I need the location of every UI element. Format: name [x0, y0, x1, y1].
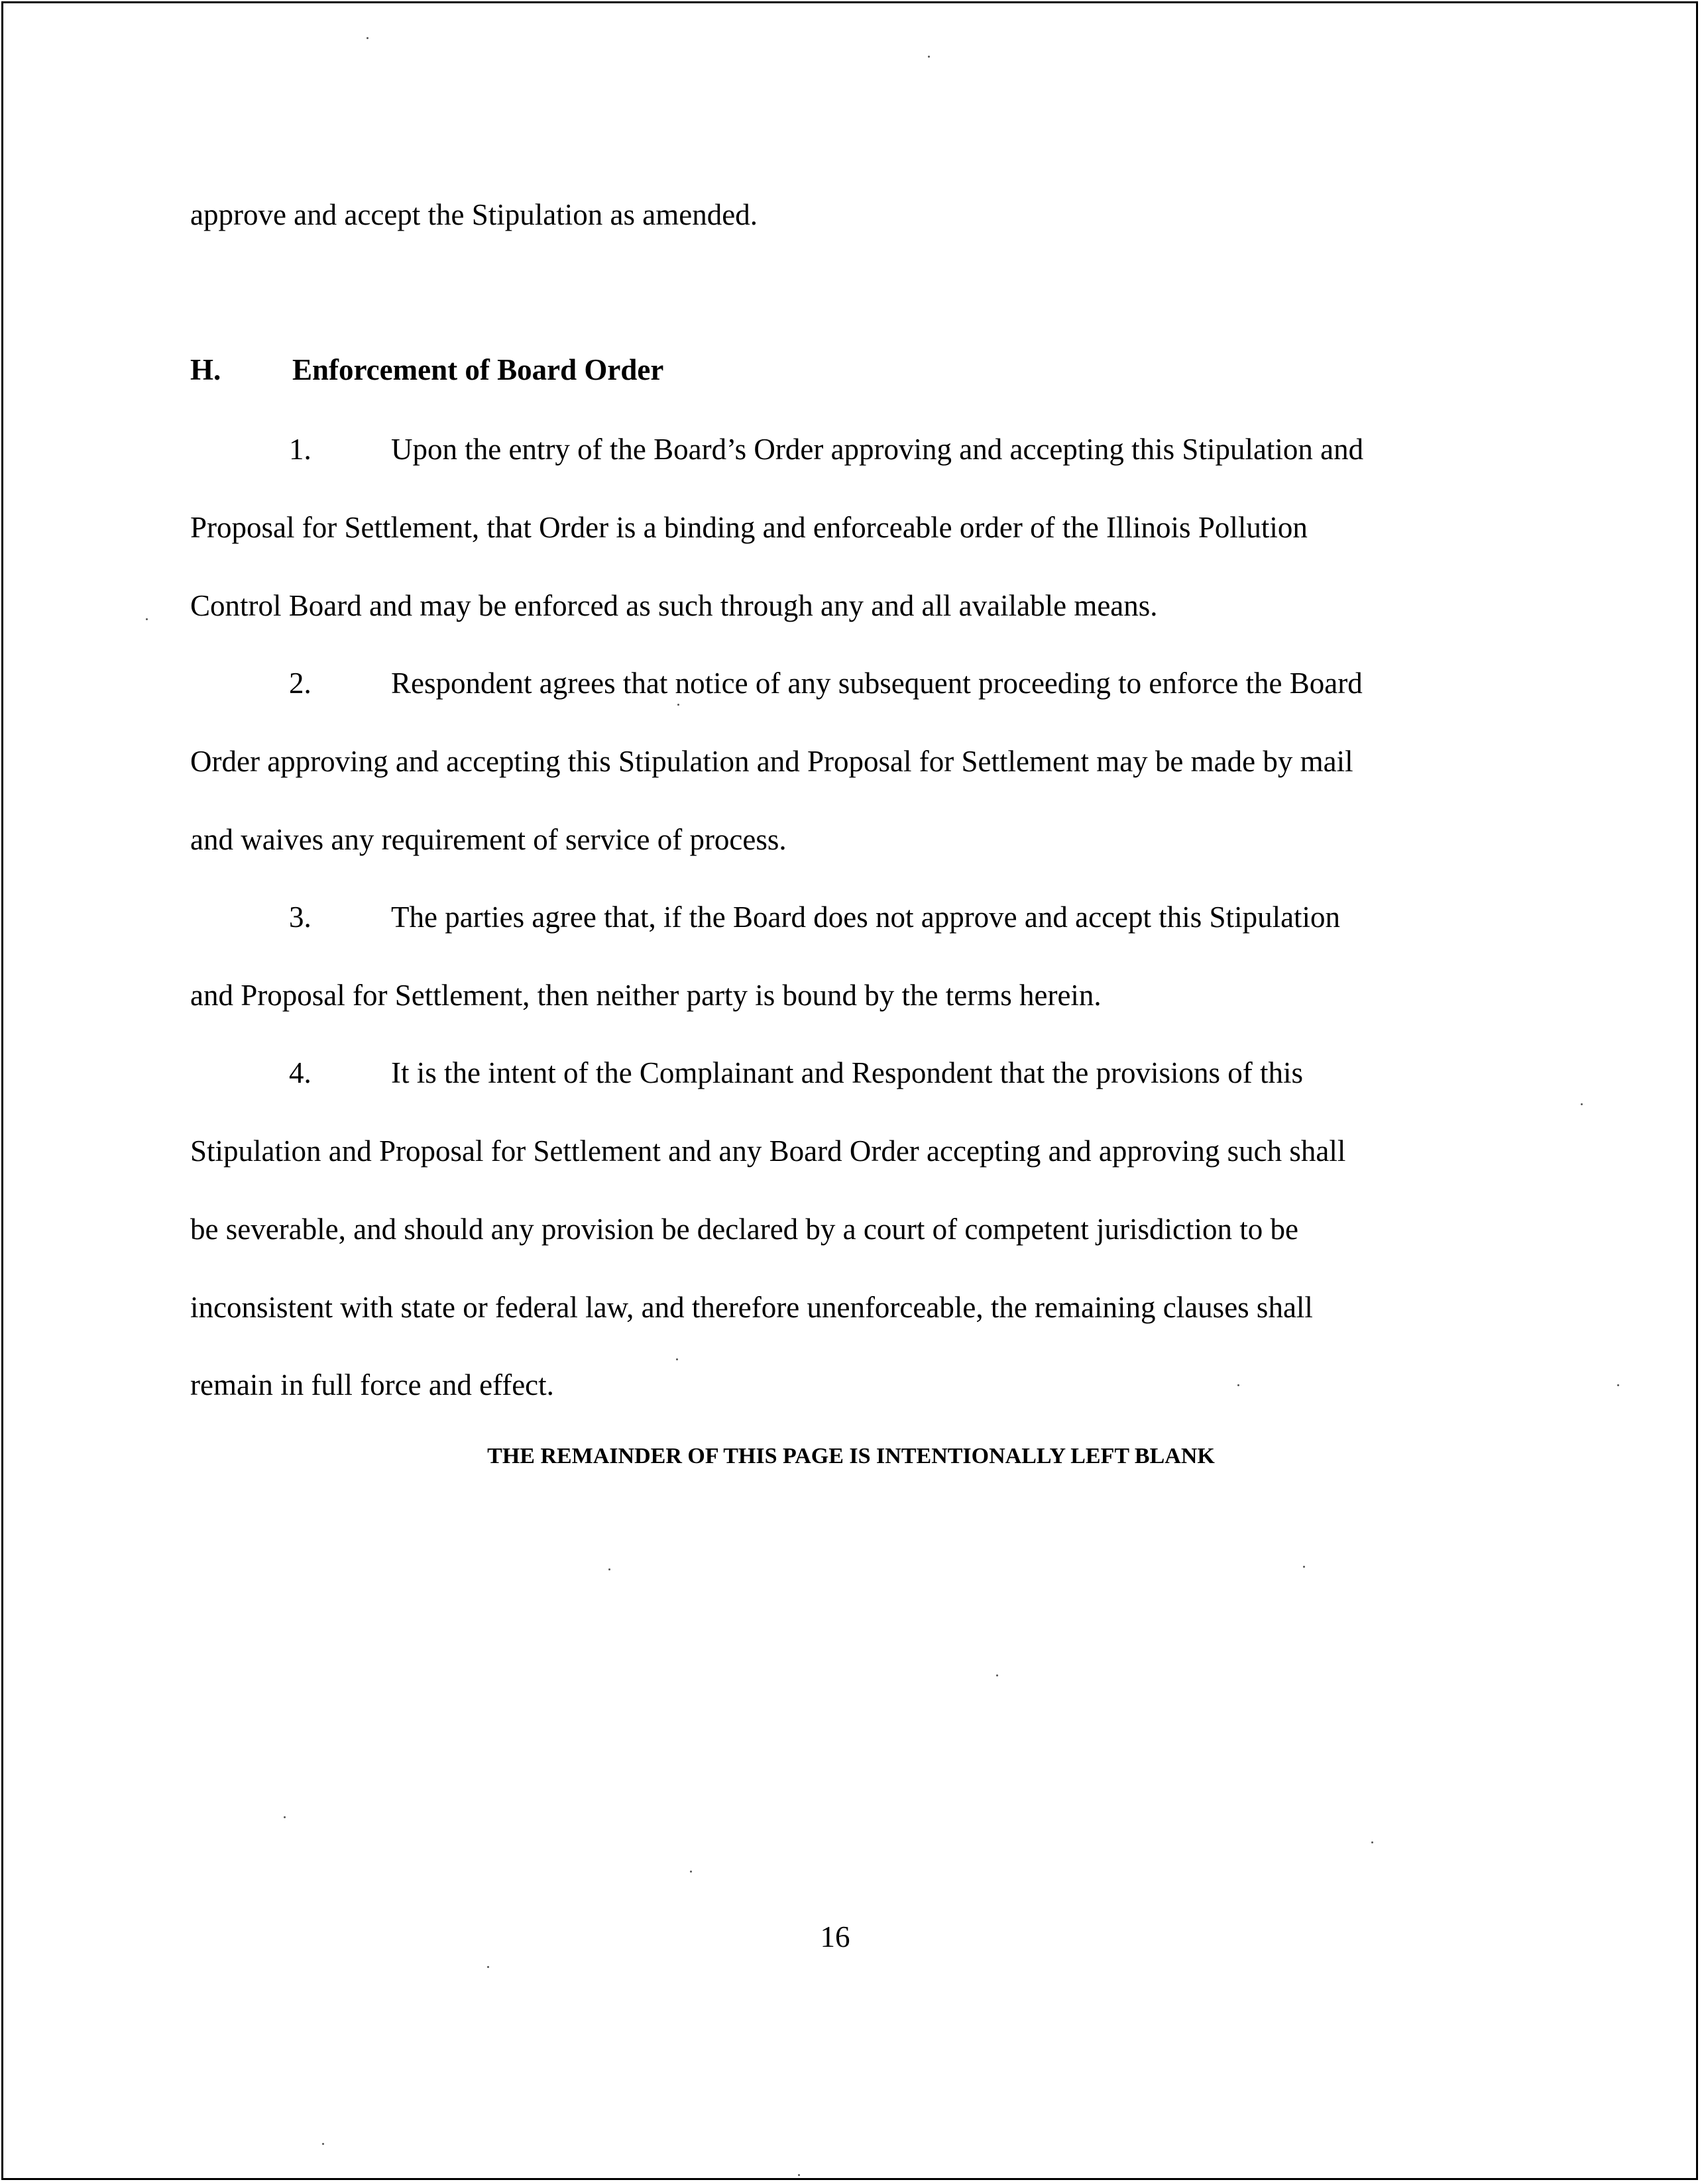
scan-speck — [1581, 1103, 1583, 1105]
scan-speck — [677, 704, 679, 706]
scan-speck — [676, 1358, 678, 1360]
scan-speck — [928, 56, 930, 58]
paragraph-1-line-2: Proposal for Settlement, that Order is a binding and enforceable order of the Illinois Pollution — [190, 511, 1308, 544]
continuation-text: approve and accept the Stipulation as amended. — [190, 198, 758, 231]
paragraph-2-line-3: and waives any requirement of service of process. — [190, 823, 787, 856]
paragraph-3-line-2: and Proposal for Settlement, then neither party is bound by the terms herein. — [190, 979, 1102, 1012]
scan-speck — [322, 2143, 324, 2145]
paragraph-4-line-1: It is the intent of the Complainant and Respondent that the provisions of this — [391, 1056, 1304, 1089]
scan-speck — [690, 1871, 692, 1873]
paragraph-1-number: 1. — [289, 433, 312, 466]
scan-speck — [146, 618, 148, 620]
scan-speck — [367, 37, 369, 39]
paragraph-4-line-5: remain in full force and effect. — [190, 1368, 554, 1401]
section-letter: H. — [190, 353, 221, 386]
blank-page-notice: THE REMAINDER OF THIS PAGE IS INTENTIONALLY LEFT BLANK — [487, 1444, 1215, 1468]
paragraph-2-line-2: Order approving and accepting this Stipulation and Proposal for Settlement may be made by mail — [190, 745, 1353, 778]
scan-speck — [608, 1568, 610, 1570]
scan-speck — [487, 1966, 489, 1968]
paragraph-3-line-1: The parties agree that, if the Board does not approve and accept this Stipulation — [391, 901, 1341, 934]
paragraph-4-line-2: Stipulation and Proposal for Settlement and any Board Order accepting and approving such shall — [190, 1134, 1346, 1168]
scan-speck — [1237, 1384, 1239, 1386]
paragraph-2-number: 2. — [289, 667, 312, 700]
paragraph-1-line-1: Upon the entry of the Board’s Order approving and accepting this Stipulation and — [391, 433, 1364, 466]
scan-speck — [1371, 1841, 1373, 1843]
scan-speck — [1303, 1566, 1305, 1568]
paragraph-4-line-3: be severable, and should any provision be declared by a court of competent jurisdiction to be — [190, 1213, 1298, 1246]
scan-speck — [284, 1816, 286, 1818]
section-title: Enforcement of Board Order — [292, 353, 664, 386]
scan-speck — [798, 2174, 800, 2176]
scan-speck — [1617, 1384, 1619, 1386]
paragraph-4-line-4: inconsistent with state or federal law, and therefore unenforceable, the remaining clauses shall — [190, 1291, 1313, 1324]
paragraph-4-number: 4. — [289, 1056, 312, 1089]
paragraph-2-line-1: Respondent agrees that notice of any subsequent proceeding to enforce the Board — [391, 667, 1363, 700]
paragraph-3-number: 3. — [289, 901, 312, 934]
paragraph-1-line-3: Control Board and may be enforced as such through any and all available means. — [190, 589, 1158, 622]
scan-speck — [996, 1674, 998, 1676]
page-number: 16 — [820, 1920, 850, 1953]
